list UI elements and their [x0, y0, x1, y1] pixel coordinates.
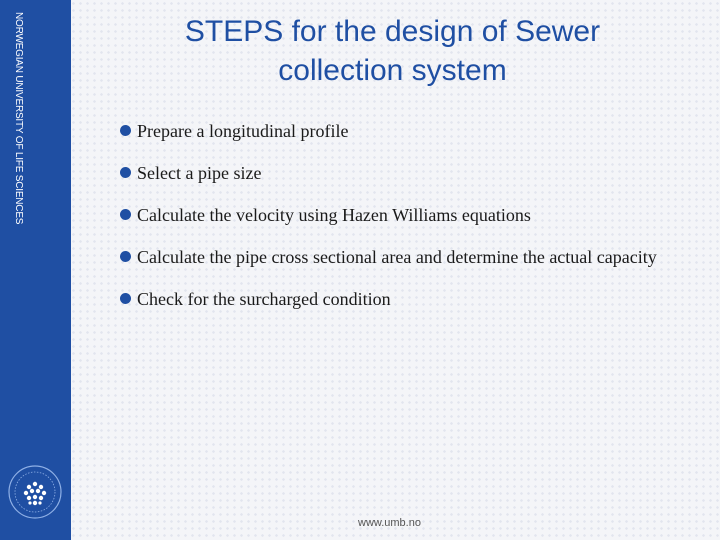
- bullet-item: [120, 156, 680, 190]
- institution-name: NORWEGIAN UNIVERSITY OF LIFE SCIENCES: [13, 12, 24, 225]
- slide-title: [150, 12, 635, 90]
- bullet-text: Calculate the pipe cross sectional area and determine the actual capacity: [137, 247, 657, 267]
- bullet-item: [120, 198, 680, 232]
- bullet-dot-icon: [120, 209, 131, 220]
- university-seal-icon: [6, 462, 64, 522]
- title-line-2: collection system: [278, 54, 507, 87]
- bullet-item: [120, 240, 680, 274]
- bullet-text: Calculate the velocity using Hazen Williams equations: [137, 205, 531, 225]
- bullet-dot-icon: [120, 293, 131, 304]
- bullet-dot-icon: [120, 251, 131, 262]
- bullet-list: [120, 114, 680, 324]
- bullet-dot-icon: [120, 125, 131, 136]
- title-line-1: STEPS for the design of Sewer: [184, 15, 601, 48]
- bullet-text: Prepare a longitudinal profile: [137, 121, 349, 141]
- bullet-text: Check for the surcharged condition: [137, 289, 391, 309]
- footer-url: www.umb.no: [358, 517, 421, 529]
- bullet-item: [120, 114, 680, 148]
- sidebar: [0, 0, 71, 540]
- bullet-text: Select a pipe size: [137, 163, 262, 183]
- bullet-dot-icon: [120, 167, 131, 178]
- bullet-item: [120, 282, 680, 316]
